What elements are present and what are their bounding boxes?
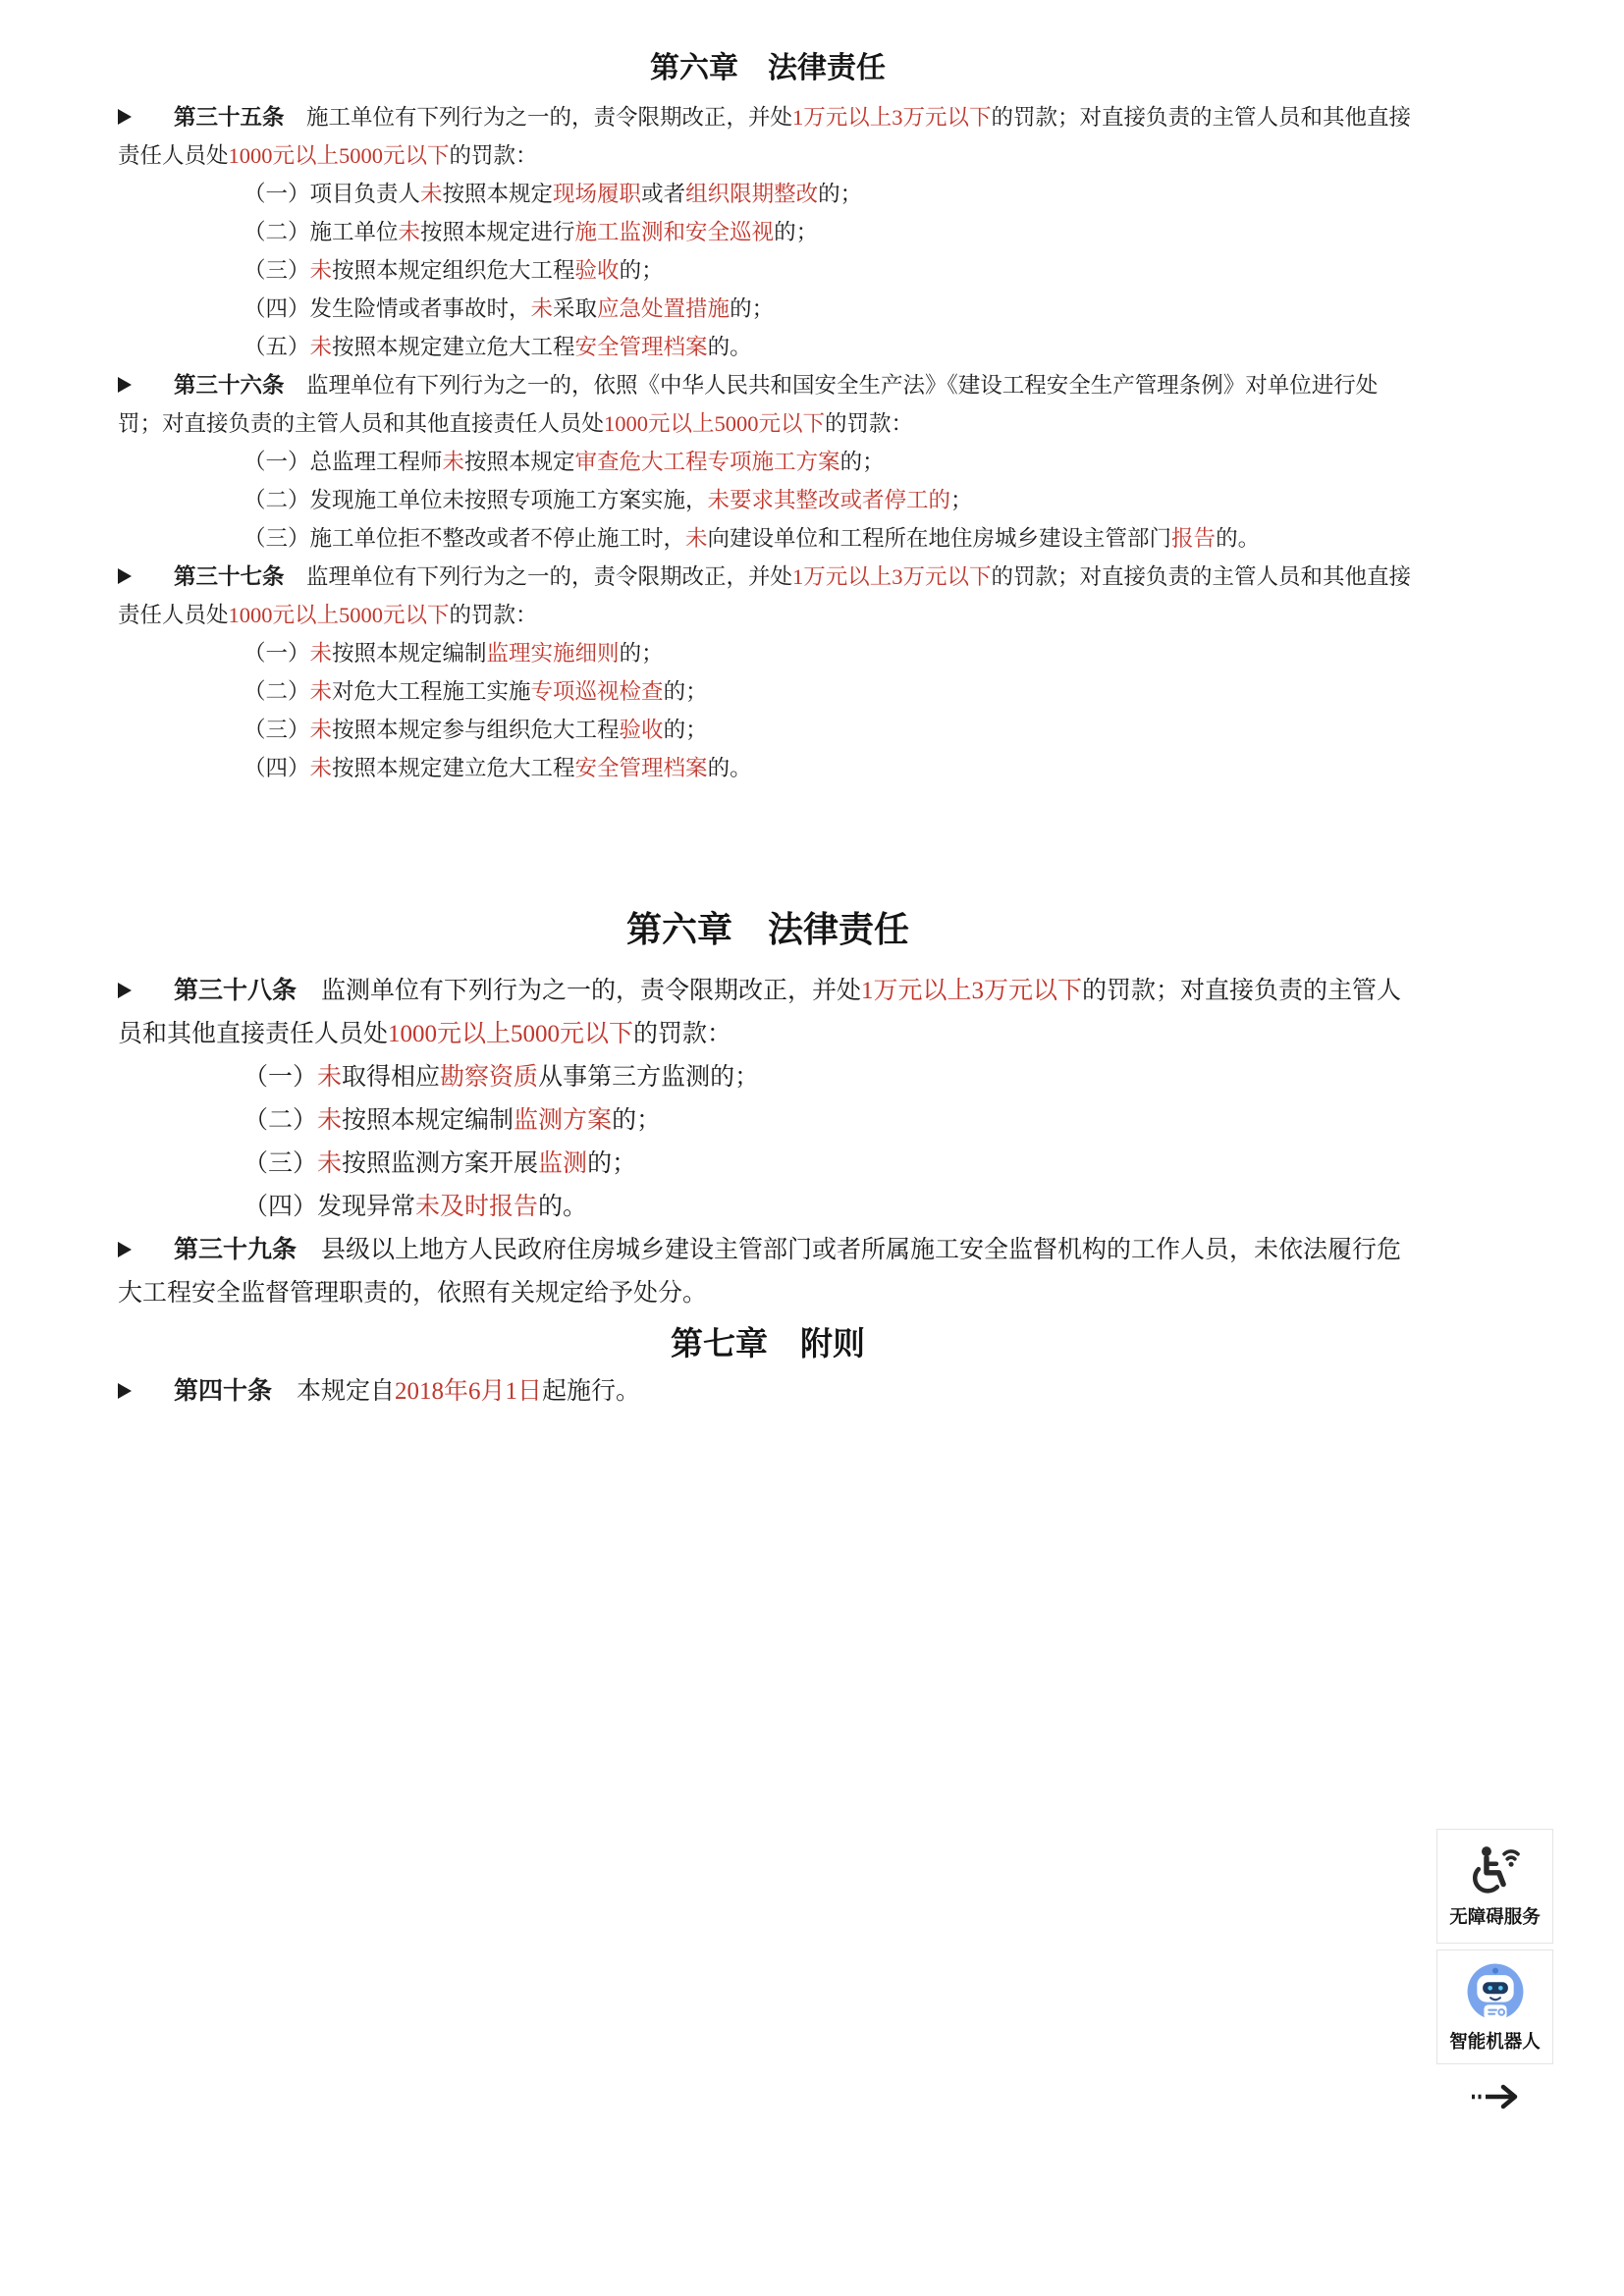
text-segment: 1000元以上5000元以下 <box>228 143 450 168</box>
article-38 <box>118 970 1418 1056</box>
text-segment: （一） <box>244 641 310 666</box>
arrow-bullet-icon <box>118 366 174 404</box>
text-segment: 未 <box>309 718 333 742</box>
text-segment: （二）发现施工单位未按照专项施工方案实施， <box>244 488 708 512</box>
text-segment: 安全管理档案 <box>574 335 708 359</box>
smart-robot-label: 智能机器人 <box>1449 2031 1541 2052</box>
text-segment: 按照本规定进行 <box>420 220 575 244</box>
text-segment: 审查危大工程专项施工方案 <box>574 450 840 474</box>
text-segment: 未 <box>317 1150 343 1177</box>
text-segment: 的罚款；对直接负责的主管人员和其他直接责任人员处 <box>118 978 1402 1047</box>
text-segment: 的； <box>730 296 775 321</box>
text-segment: 验收 <box>574 258 620 283</box>
list-item <box>118 1186 1418 1229</box>
text-segment: 的； <box>587 1150 637 1177</box>
arrow-bullet-icon <box>118 1229 174 1272</box>
text-segment: 监理单位有下列行为之一的，依照《中华人民共和国安全生产法》《建设工程安全生产管理条例》对单位进行处罚；对直接负责的主管人员和其他直接责任人员处 <box>118 373 1379 436</box>
text-segment: （一）总监理工程师 <box>244 450 443 474</box>
text-segment: 未要求其整改或者停工的 <box>707 488 951 512</box>
text-segment: 安全管理档案 <box>574 756 708 780</box>
text-segment: 1万元以上3万元以下 <box>792 105 992 130</box>
text-segment: 验收 <box>619 718 664 742</box>
accessibility-service-label: 无障碍服务 <box>1449 1906 1541 1927</box>
text-segment: 未 <box>317 1107 343 1134</box>
arrow-bullet-icon <box>118 98 174 136</box>
text-segment: 未 <box>309 335 333 359</box>
article-40 <box>118 1370 1418 1414</box>
text-segment: 的； <box>818 182 863 206</box>
list-item <box>118 251 1418 290</box>
text-segment: 的罚款；对直接负责的主管人员和其他直接责任人员处 <box>118 564 1412 627</box>
text-segment: 现场履职 <box>553 182 642 206</box>
arrow-right-icon <box>1469 2083 1522 2110</box>
text-segment: 取得相应 <box>342 1064 441 1091</box>
text-segment: 的； <box>663 679 708 704</box>
text-segment: 未 <box>309 679 333 704</box>
list-item <box>118 328 1418 366</box>
smart-robot-button[interactable] <box>1436 1949 1553 2064</box>
chapter7-heading <box>118 1317 1418 1370</box>
text-segment: 的； <box>619 258 664 283</box>
text-segment: 第六章 法律责任 <box>650 52 886 84</box>
text-segment: 监理实施细则 <box>486 641 620 666</box>
text-segment: 的罚款： <box>633 1021 732 1047</box>
arrow-bullet-icon <box>118 1370 174 1414</box>
text-segment: 按照本规定编制 <box>342 1107 514 1134</box>
text-segment: 未 <box>530 296 554 321</box>
text-segment: 按照监测方案开展 <box>342 1150 539 1177</box>
text-segment: 的； <box>839 450 885 474</box>
text-segment: 的。 <box>1216 526 1261 551</box>
text-segment: 的； <box>612 1107 662 1134</box>
text-segment: （一） <box>244 1064 318 1091</box>
text-segment: 勘察资质 <box>440 1064 539 1091</box>
text-segment: 第七章 附则 <box>671 1325 865 1362</box>
text-segment: 施工单位有下列行为之一的，责令限期改正，并处 <box>284 105 793 130</box>
text-segment: 按照本规定 <box>464 450 575 474</box>
text-segment: 未 <box>317 1064 343 1091</box>
document-body <box>118 45 1418 1414</box>
text-segment: 第三十九条 <box>174 1237 298 1263</box>
text-segment: 报告 <box>1171 526 1217 551</box>
text-segment: 的罚款： <box>449 143 538 168</box>
text-segment: 应急处置措施 <box>597 296 731 321</box>
arrow-bullet-icon <box>118 558 174 596</box>
text-segment: 专项巡视检查 <box>530 679 664 704</box>
section-chapter6-first <box>118 45 1418 787</box>
chapter6-heading-large <box>118 901 1418 958</box>
text-segment: 的罚款；对直接负责的主管人员和其他直接责任人员处 <box>118 105 1412 168</box>
list-item <box>118 175 1418 213</box>
text-segment: 监测单位有下列行为之一的，责令限期改正，并处 <box>297 978 862 1004</box>
text-segment: 组织限期整改 <box>685 182 819 206</box>
article-39 <box>118 1229 1418 1315</box>
list-item <box>118 1143 1418 1186</box>
text-segment: 2018年6月1日 <box>395 1378 543 1405</box>
list-item <box>118 1099 1418 1143</box>
text-segment: 未 <box>420 182 443 206</box>
text-segment: 的罚款： <box>449 603 538 627</box>
text-segment: 或者 <box>641 182 686 206</box>
text-segment: 1000元以上5000元以下 <box>388 1021 634 1047</box>
text-segment: 从事第三方监测的； <box>538 1064 760 1091</box>
expand-arrow-button[interactable] <box>1436 2083 1554 2110</box>
text-segment: 未 <box>309 756 333 780</box>
article-35 <box>118 98 1418 175</box>
text-segment: 按照本规定建立危大工程 <box>332 335 575 359</box>
text-segment: 的。 <box>707 756 752 780</box>
text-segment: 监测方案 <box>514 1107 613 1134</box>
text-segment: 按照本规定 <box>442 182 554 206</box>
text-segment: 1000元以上5000元以下 <box>228 603 450 627</box>
text-segment: 的； <box>663 718 708 742</box>
text-segment: 县级以上地方人民政府住房城乡建设主管部门或者所属施工安全监督机构的工作人员，未依法履行危大工程安全监督管理职责的，依照有关规定给予处分。 <box>118 1237 1402 1307</box>
text-segment: 的。 <box>707 335 752 359</box>
text-segment: （四）发生险情或者事故时， <box>244 296 531 321</box>
text-segment: 未 <box>398 220 421 244</box>
text-segment: 施工监测和安全巡视 <box>574 220 775 244</box>
text-segment: （三） <box>244 258 310 283</box>
text-segment: 第三十五条 <box>174 105 285 130</box>
list-item <box>118 672 1418 711</box>
text-segment: 向建设单位和工程所在地住房城乡建设主管部门 <box>707 526 1172 551</box>
text-segment: 1万元以上3万元以下 <box>861 978 1083 1004</box>
text-segment: 本规定自 <box>272 1378 396 1405</box>
text-segment: （三） <box>244 1150 318 1177</box>
text-segment: 采取 <box>553 296 598 321</box>
text-segment: 1万元以上3万元以下 <box>792 564 992 589</box>
text-segment: 对危大工程施工实施 <box>332 679 531 704</box>
arrow-bullet-icon <box>118 970 174 1013</box>
text-segment: 第四十条 <box>174 1378 273 1405</box>
section-chapter6-second <box>118 901 1418 1414</box>
text-segment: （二） <box>244 1107 318 1134</box>
list-item <box>118 1056 1418 1099</box>
text-segment: 的； <box>619 641 664 666</box>
text-segment: （一）项目负责人 <box>244 182 421 206</box>
article-36 <box>118 366 1418 443</box>
text-segment: 按照本规定建立危大工程 <box>332 756 575 780</box>
chapter6-heading <box>118 45 1418 92</box>
text-segment: 第六章 法律责任 <box>625 909 909 949</box>
article-37 <box>118 558 1418 634</box>
text-segment: （二）施工单位 <box>244 220 399 244</box>
text-segment: 的； <box>774 220 819 244</box>
list-item <box>118 711 1418 749</box>
floating-widgets <box>1436 1829 1554 2110</box>
text-segment: 按照本规定编制 <box>332 641 487 666</box>
text-segment: （三） <box>244 718 310 742</box>
text-segment: 起施行。 <box>542 1378 641 1405</box>
robot-icon <box>1464 1960 1527 2023</box>
text-segment: 未 <box>309 258 333 283</box>
text-segment: 监测 <box>538 1150 588 1177</box>
text-segment: 1000元以上5000元以下 <box>604 411 826 436</box>
list-item <box>118 443 1418 481</box>
list-item <box>118 519 1418 558</box>
text-segment: 第三十六条 <box>174 373 285 398</box>
list-item <box>118 634 1418 672</box>
text-segment: （四） <box>244 756 310 780</box>
text-segment: 按照本规定组织危大工程 <box>332 258 575 283</box>
list-item <box>118 749 1418 787</box>
text-segment: 未 <box>442 450 465 474</box>
text-segment: 未 <box>685 526 708 551</box>
list-item <box>118 290 1418 328</box>
accessibility-service-button[interactable] <box>1436 1829 1553 1944</box>
text-segment: 第三十八条 <box>174 978 298 1004</box>
text-segment: （二） <box>244 679 310 704</box>
text-segment: 按照本规定参与组织危大工程 <box>332 718 620 742</box>
text-segment: ； <box>950 488 973 512</box>
text-segment: 的。 <box>538 1194 588 1220</box>
text-segment: （四）发现异常 <box>244 1194 416 1220</box>
wheelchair-wifi-icon <box>1467 1843 1524 1898</box>
text-segment: 的罚款： <box>825 411 914 436</box>
text-segment: （五） <box>244 335 310 359</box>
text-segment: （三）施工单位拒不整改或者不停止施工时， <box>244 526 686 551</box>
text-segment: 未及时报告 <box>415 1194 539 1220</box>
list-item <box>118 213 1418 251</box>
text-segment: 第三十七条 <box>174 564 285 589</box>
list-item <box>118 481 1418 519</box>
text-segment: 监理单位有下列行为之一的，责令限期改正，并处 <box>284 564 793 589</box>
text-segment: 未 <box>309 641 333 666</box>
